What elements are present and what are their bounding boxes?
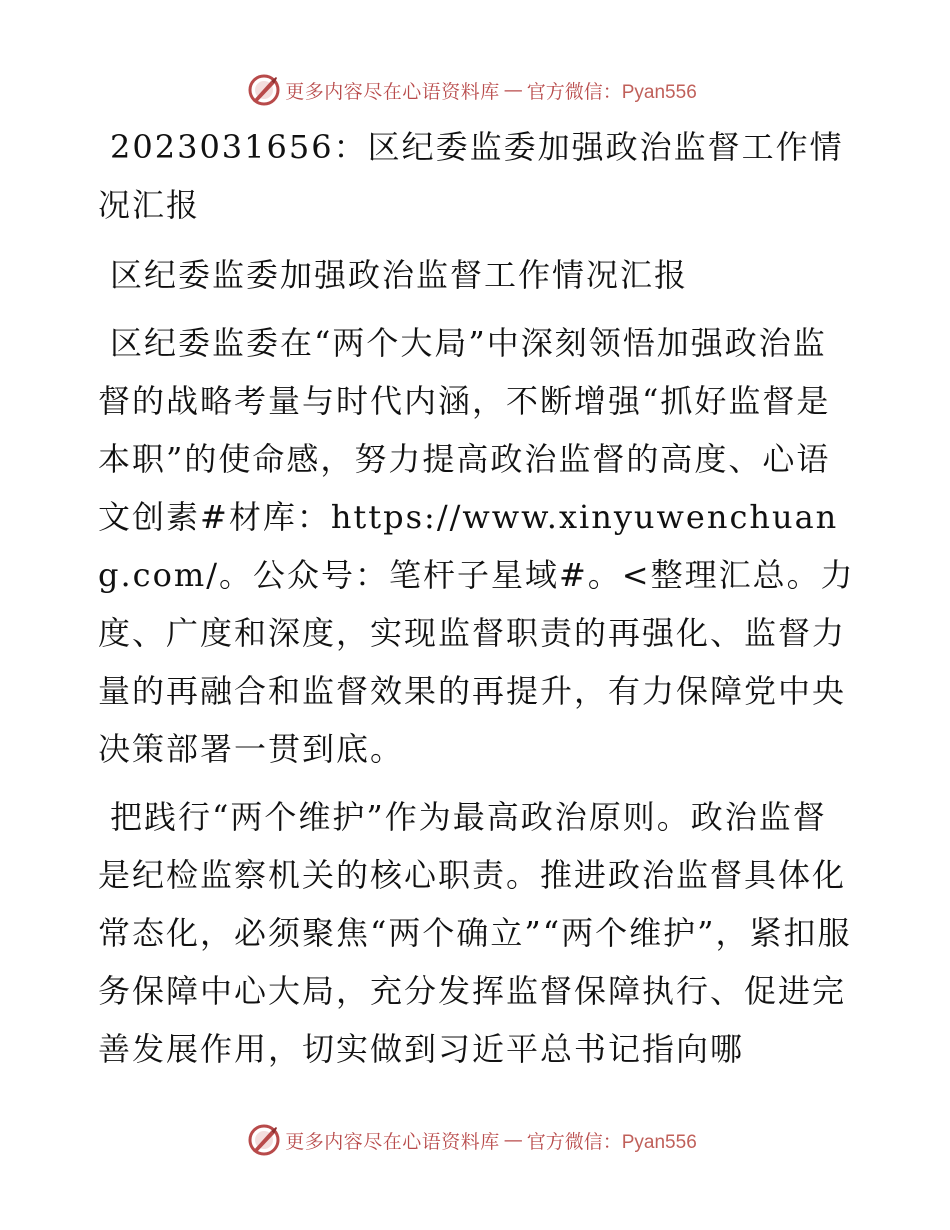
- document-heading: 2023031656：区纪委监委加强政治监督工作情况汇报: [98, 128, 844, 224]
- banner-site-name: 更多内容尽在心语资料库: [285, 1130, 500, 1153]
- footer-banner-content: [247, 1123, 697, 1157]
- banner-contact: [527, 1127, 697, 1154]
- banner-contact-label: 官方微信：: [526, 1130, 622, 1153]
- quill-logo-icon: [247, 73, 281, 107]
- banner-site-name: 更多内容尽在心语资料库: [285, 80, 500, 103]
- document-body: [98, 118, 858, 1088]
- header-banner: [0, 70, 950, 110]
- header-banner-content: [247, 73, 697, 107]
- quill-logo-icon: [247, 1123, 281, 1157]
- banner-separator: —: [503, 79, 523, 101]
- banner-separator: —: [503, 1129, 523, 1151]
- footer-banner: [0, 1120, 950, 1160]
- paragraph-2: 把践行“两个维护”作为最高政治原则。政治监督是纪检监察机关的核心职责。推进政治监督具体化常态化，必须聚焦“两个确立”“两个维护”，紧扣服务保障中心大局，充分发挥监督保障执行、促进完善发展作用，切实做到习近平总书记指向哪: [98, 798, 852, 1068]
- banner-contact-id: Pyan556: [621, 1131, 697, 1153]
- banner-contact: [527, 77, 697, 104]
- banner-contact-label: 官方微信：: [526, 80, 622, 103]
- paragraph-1: 区纪委监委在“两个大局”中深刻领悟加强政治监督的战略考量与时代内涵，不断增强“抓好监督是本职”的使命感，努力提高政治监督的高度、心语文创素#材库：https://www.xinyuwenchuang.com/。公众号：笔杆子星域#。<整理汇总。力度、广度和深度，实现监督职责的再强化、监督力量的再融合和监督效果的再提升，有力保障党中央决策部署一贯到底。: [98, 324, 855, 768]
- document-subtitle: 区纪委监委加强政治监督工作情况汇报: [110, 256, 689, 294]
- banner-contact-id: Pyan556: [621, 81, 697, 103]
